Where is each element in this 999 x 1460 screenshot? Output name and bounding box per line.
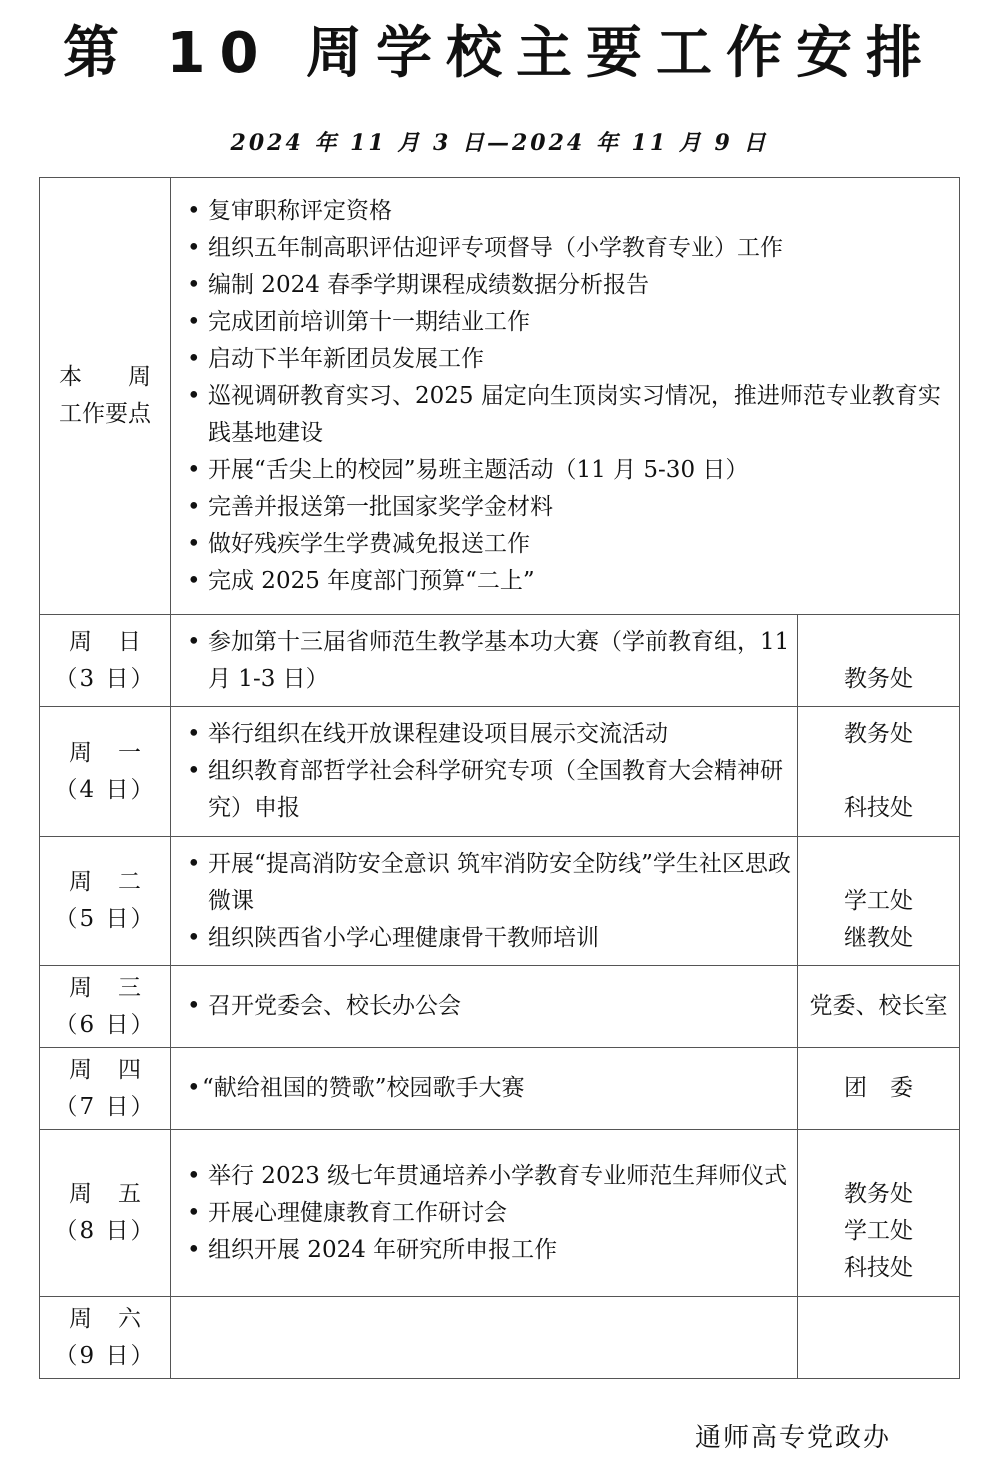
list-item: • 完成团前培训第十一期结业工作 bbox=[185, 304, 953, 341]
dept-label: 教务处 bbox=[843, 1181, 913, 1207]
day-row-thursday bbox=[40, 1048, 960, 1130]
dept-cell bbox=[797, 1048, 959, 1130]
day-name: 周四 bbox=[69, 1056, 167, 1083]
dept-label bbox=[798, 1139, 959, 1176]
schedule-table bbox=[39, 177, 960, 1379]
list-item: • 编制 2024 春季学期课程成绩数据分析报告 bbox=[185, 267, 953, 304]
day-items bbox=[171, 1048, 798, 1130]
list-item: • 开展“提高消防安全意识 筑牢消防安全防线”学生社区思政微课 bbox=[185, 846, 791, 920]
day-cell bbox=[40, 1130, 171, 1297]
day-name: 周三 bbox=[69, 974, 167, 1001]
list-item: • 组织五年制高职评估迎评专项督导（小学教育专业）工作 bbox=[185, 230, 953, 267]
day-cell bbox=[40, 1297, 171, 1379]
list-item: • 复审职称评定资格 bbox=[185, 193, 953, 230]
list-item: • 参加第十三届省师范生教学基本功大赛（学前教育组，11 月 1-3 日） bbox=[185, 624, 791, 698]
list-item: • 组织教育部哲学社会科学研究专项（全国教育大会精神研究）申报 bbox=[185, 753, 791, 827]
day-row-saturday bbox=[40, 1297, 960, 1379]
day-name: 周六 bbox=[69, 1305, 167, 1332]
date-range: 2024 年 11 月 3 日—2024 年 11 月 9 日 bbox=[230, 130, 769, 156]
dept-cell bbox=[797, 1130, 959, 1297]
day-date: （7 日） bbox=[54, 1093, 156, 1120]
list-item: • 巡视调研教育实习、2025 届定向生顶岗实习情况，推进师范专业教育实践基地建设 bbox=[185, 378, 953, 452]
page-title: 第 10 周学校主要工作安排 bbox=[63, 21, 936, 86]
day-cell bbox=[40, 615, 171, 707]
list-item: • 完成 2025 年度部门预算“二上” bbox=[185, 563, 953, 600]
dept-label: 学工处 bbox=[843, 887, 913, 914]
day-row-tuesday bbox=[40, 837, 960, 966]
list-item: • 组织陕西省小学心理健康骨干教师培训 bbox=[185, 920, 791, 957]
day-date: （5 日） bbox=[54, 906, 156, 932]
list-item: • 完善并报送第一批国家奖学金材料 bbox=[185, 489, 953, 526]
day-row-sunday bbox=[40, 615, 960, 707]
dept-cell bbox=[797, 837, 959, 966]
day-date: （4 日） bbox=[54, 776, 156, 803]
dept-cell bbox=[797, 1297, 959, 1379]
list-item: • 举行 2023 级七年贯通培养小学教育专业师范生拜师仪式 bbox=[185, 1158, 791, 1195]
day-items bbox=[171, 1297, 798, 1379]
list-item: • 开展心理健康教育工作研讨会 bbox=[185, 1195, 791, 1232]
dept-label bbox=[798, 624, 959, 661]
weekly-focus-row bbox=[40, 178, 960, 615]
day-items bbox=[171, 966, 798, 1048]
day-items bbox=[171, 1130, 798, 1297]
list-item: • 组织开展 2024 年研究所申报工作 bbox=[185, 1232, 791, 1269]
dept-label bbox=[798, 846, 959, 883]
dept-label: 党委、校长室 bbox=[809, 993, 948, 1019]
day-cell bbox=[40, 966, 171, 1048]
dept-label: 继教处 bbox=[843, 924, 913, 951]
list-item: • 召开党委会、校长办公会 bbox=[185, 988, 791, 1025]
day-cell bbox=[40, 707, 171, 837]
weekly-focus-items bbox=[171, 178, 960, 615]
day-row-monday bbox=[40, 707, 960, 837]
dept-cell bbox=[797, 615, 959, 707]
weekly-focus-label: 本 周 工作要点 bbox=[40, 178, 171, 615]
list-item: • 启动下半年新团员发展工作 bbox=[185, 341, 953, 378]
list-item: • 做好残疾学生学费减免报送工作 bbox=[185, 526, 953, 563]
day-name: 周日 bbox=[69, 628, 167, 655]
list-item: • 开展“舌尖上的校园”易班主题活动（11 月 5-30 日） bbox=[185, 452, 953, 489]
dept-label: 科技处 bbox=[843, 795, 913, 821]
day-items bbox=[171, 837, 798, 966]
day-cell bbox=[40, 1048, 171, 1130]
list-item: • 举行组织在线开放课程建设项目展示交流活动 bbox=[185, 716, 791, 753]
day-date: （9 日） bbox=[54, 1342, 156, 1369]
day-name: 周五 bbox=[69, 1181, 167, 1207]
day-row-wednesday bbox=[40, 966, 960, 1048]
day-date: （3 日） bbox=[54, 665, 156, 692]
day-items bbox=[171, 707, 798, 837]
day-name: 周二 bbox=[69, 869, 167, 895]
day-cell bbox=[40, 837, 171, 966]
dept-cell bbox=[797, 707, 959, 837]
dept-label: 教务处 bbox=[843, 665, 913, 692]
signature: 通师高专党政办 bbox=[695, 1423, 892, 1453]
dept-label: 科技处 bbox=[843, 1255, 913, 1281]
dept-label: 学工处 bbox=[843, 1218, 913, 1244]
dept-label bbox=[798, 753, 959, 790]
day-date: （8 日） bbox=[54, 1218, 156, 1244]
dept-label: 团 委 bbox=[843, 1075, 913, 1101]
day-row-friday bbox=[40, 1130, 960, 1297]
day-date: （6 日） bbox=[54, 1011, 156, 1038]
dept-cell bbox=[797, 966, 959, 1048]
day-name: 周一 bbox=[69, 739, 167, 766]
dept-label: 教务处 bbox=[843, 721, 913, 747]
list-item: • “献给祖国的赞歌”校园歌手大赛 bbox=[185, 1070, 791, 1107]
day-items bbox=[171, 615, 798, 707]
